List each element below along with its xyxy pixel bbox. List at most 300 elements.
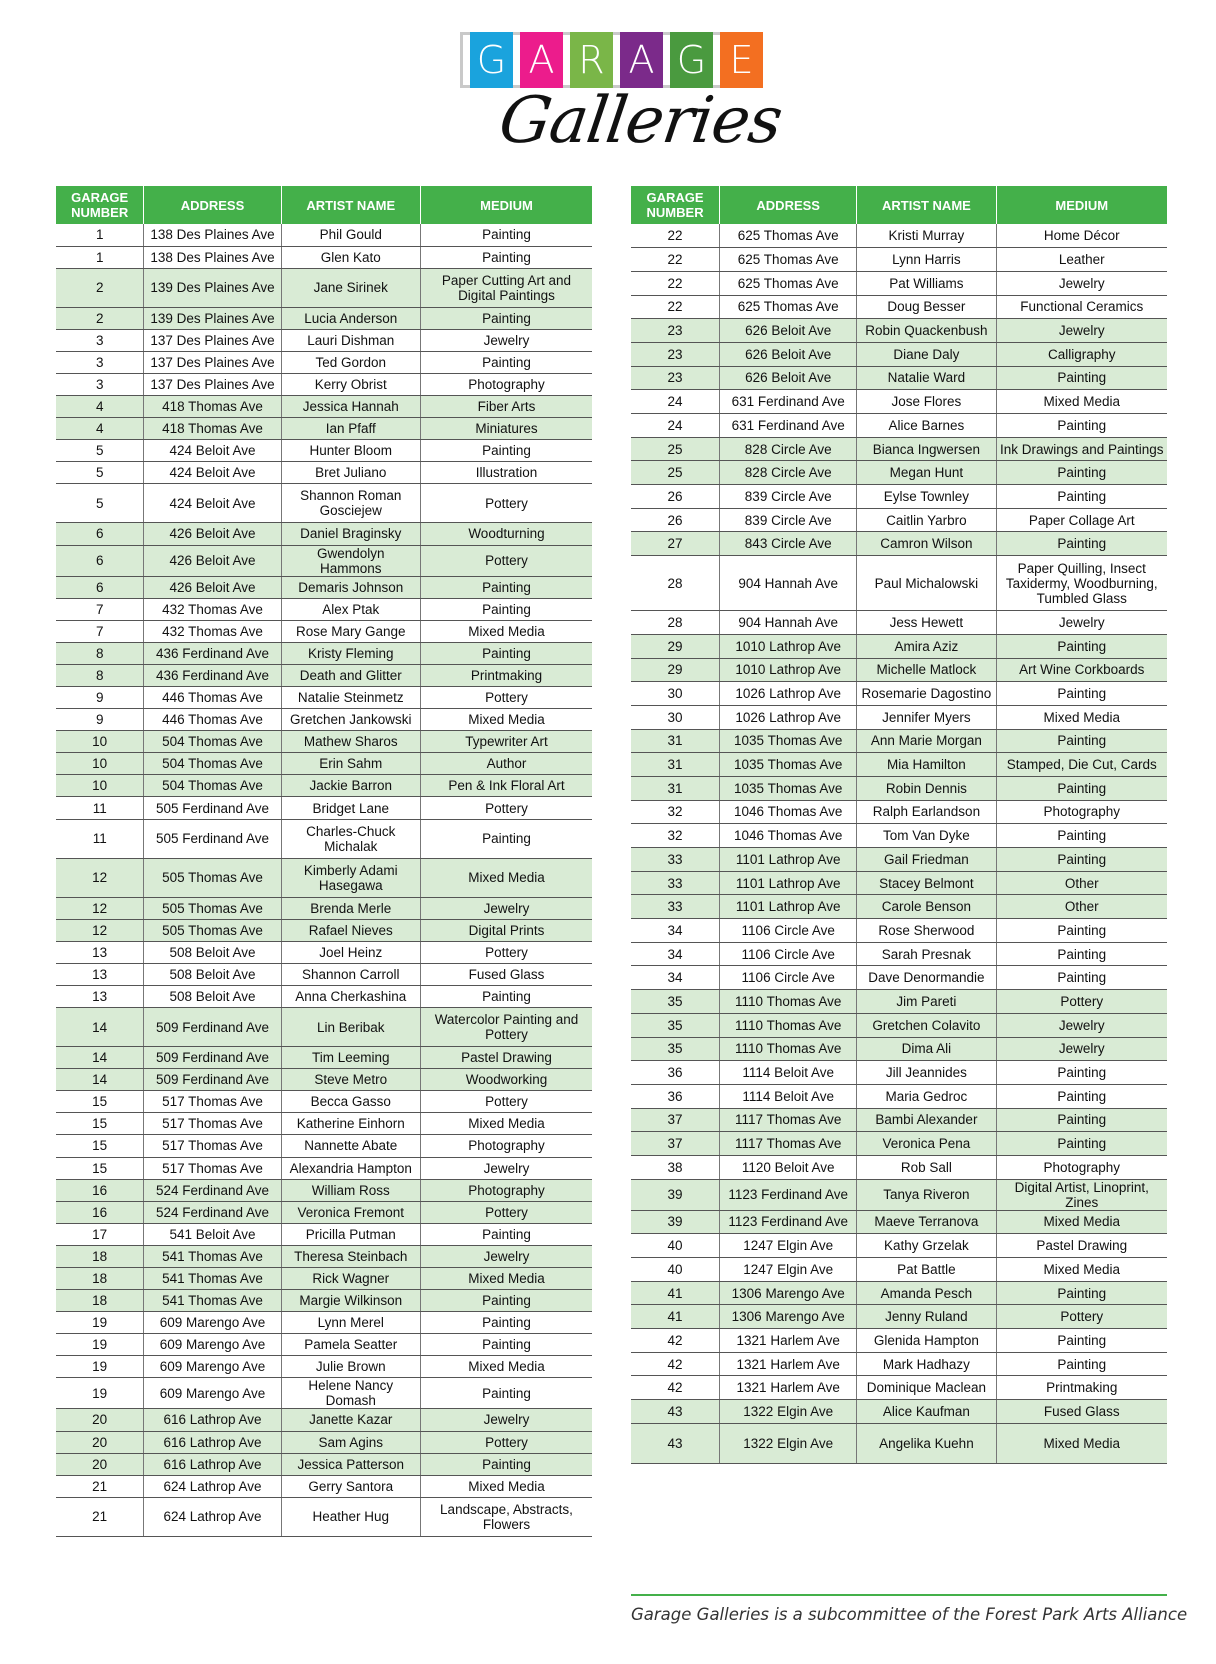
cell-medium: Painting bbox=[996, 1132, 1167, 1156]
cell-artist-name: Amanda Pesch bbox=[857, 1281, 996, 1305]
cell-garage-number: 28 bbox=[631, 556, 720, 611]
cell-garage-number: 30 bbox=[631, 705, 720, 729]
table-row bbox=[631, 1132, 1167, 1156]
cell-artist-name: Alexandria Hampton bbox=[281, 1157, 420, 1179]
cell-artist-name: Jessica Hannah bbox=[281, 396, 420, 418]
cell-artist-name: Jessica Patterson bbox=[281, 1453, 420, 1475]
cell-address: 1035 Thomas Ave bbox=[720, 776, 857, 800]
cell-garage-number: 6 bbox=[56, 576, 144, 598]
cell-artist-name: Brenda Merle bbox=[281, 897, 420, 919]
cell-garage-number: 14 bbox=[56, 1069, 144, 1091]
cell-garage-number: 38 bbox=[631, 1155, 720, 1179]
cell-garage-number: 11 bbox=[56, 819, 144, 858]
table-row bbox=[631, 1037, 1167, 1061]
cell-address: 609 Marengo Ave bbox=[144, 1356, 281, 1378]
cell-address: 1035 Thomas Ave bbox=[720, 753, 857, 777]
cell-artist-name: Tom Van Dyke bbox=[857, 824, 996, 848]
cell-artist-name: Amira Aziz bbox=[857, 634, 996, 658]
cell-address: 517 Thomas Ave bbox=[144, 1113, 281, 1135]
cell-garage-number: 42 bbox=[631, 1329, 720, 1353]
cell-artist-name: Carole Benson bbox=[857, 895, 996, 919]
cell-address: 904 Hannah Ave bbox=[720, 556, 857, 611]
cell-medium: Painting bbox=[996, 532, 1167, 556]
cell-medium: Painting bbox=[420, 440, 592, 462]
cell-address: 508 Beloit Ave bbox=[144, 941, 281, 963]
table-row bbox=[631, 485, 1167, 509]
cell-artist-name: Becca Gasso bbox=[281, 1091, 420, 1113]
table-row bbox=[56, 858, 592, 897]
cell-medium: Painting bbox=[420, 576, 592, 598]
cell-medium: Pastel Drawing bbox=[420, 1047, 592, 1069]
cell-address: 1035 Thomas Ave bbox=[720, 729, 857, 753]
cell-medium: Pottery bbox=[996, 1305, 1167, 1329]
cell-address: 1321 Harlem Ave bbox=[720, 1329, 857, 1353]
cell-medium: Painting bbox=[420, 351, 592, 373]
table-row bbox=[631, 966, 1167, 990]
cell-artist-name: Phil Gould bbox=[281, 224, 420, 246]
cell-medium: Watercolor Painting and Pottery bbox=[420, 1008, 592, 1047]
cell-medium: Jewelry bbox=[996, 1037, 1167, 1061]
cell-medium: Painting bbox=[996, 1329, 1167, 1353]
cell-address: 541 Beloit Ave bbox=[144, 1223, 281, 1245]
cell-medium: Paper Quilling, Insect Taxidermy, Woodburning, Tumbled Glass bbox=[996, 556, 1167, 611]
logo-letter-tile: A bbox=[520, 32, 563, 88]
cell-garage-number: 22 bbox=[631, 271, 720, 295]
table-row bbox=[56, 351, 592, 373]
table-row bbox=[56, 1378, 592, 1409]
cell-address: 616 Lathrop Ave bbox=[144, 1453, 281, 1475]
cell-artist-name: Lin Beribak bbox=[281, 1008, 420, 1047]
cell-artist-name: Jess Hewett bbox=[857, 611, 996, 635]
cell-medium: Pen & Ink Floral Art bbox=[420, 775, 592, 797]
table-body-right bbox=[631, 224, 1167, 1463]
cell-medium: Printmaking bbox=[420, 664, 592, 686]
cell-artist-name: Tim Leeming bbox=[281, 1047, 420, 1069]
cell-medium: Home Décor bbox=[996, 224, 1167, 248]
cell-address: 509 Ferdinand Ave bbox=[144, 1069, 281, 1091]
cell-address: 432 Thomas Ave bbox=[144, 620, 281, 642]
cell-artist-name: Anna Cherkashina bbox=[281, 985, 420, 1007]
table-row bbox=[56, 1267, 592, 1289]
footer-note: Garage Galleries is a subcommittee of the Forest Park Arts Alliance bbox=[631, 1605, 1188, 1624]
cell-artist-name: Theresa Steinbach bbox=[281, 1245, 420, 1267]
cell-address: 631 Ferdinand Ave bbox=[720, 414, 857, 438]
cell-address: 1101 Lathrop Ave bbox=[720, 848, 857, 872]
cell-address: 1123 Ferdinand Ave bbox=[720, 1179, 857, 1210]
cell-artist-name: Megan Hunt bbox=[857, 461, 996, 485]
cell-garage-number: 22 bbox=[631, 295, 720, 319]
cell-artist-name: Maeve Terranova bbox=[857, 1210, 996, 1234]
cell-garage-number: 29 bbox=[631, 634, 720, 658]
cell-medium: Other bbox=[996, 871, 1167, 895]
table-row bbox=[631, 919, 1167, 943]
artists-table-right bbox=[631, 186, 1167, 1464]
table-row bbox=[631, 556, 1167, 611]
cell-artist-name: Shannon Roman Gosciejew bbox=[281, 484, 420, 523]
cell-artist-name: Kimberly Adami Hasegawa bbox=[281, 858, 420, 897]
cell-medium: Painting bbox=[420, 1453, 592, 1475]
cell-artist-name: Hunter Bloom bbox=[281, 440, 420, 462]
cell-artist-name: Katherine Einhorn bbox=[281, 1113, 420, 1135]
cell-address: 631 Ferdinand Ave bbox=[720, 390, 857, 414]
cell-address: 609 Marengo Ave bbox=[144, 1334, 281, 1356]
cell-address: 1110 Thomas Ave bbox=[720, 1037, 857, 1061]
cell-medium: Woodturning bbox=[420, 523, 592, 545]
cell-garage-number: 19 bbox=[56, 1378, 144, 1409]
cell-artist-name: Kerry Obrist bbox=[281, 373, 420, 395]
table-row bbox=[631, 753, 1167, 777]
table-row bbox=[631, 1376, 1167, 1400]
cell-address: 436 Ferdinand Ave bbox=[144, 642, 281, 664]
cell-artist-name: Steve Metro bbox=[281, 1069, 420, 1091]
table-body-left bbox=[56, 224, 592, 1536]
cell-address: 504 Thomas Ave bbox=[144, 731, 281, 753]
table-row bbox=[56, 268, 592, 307]
cell-address: 505 Ferdinand Ave bbox=[144, 819, 281, 858]
table-row bbox=[56, 1431, 592, 1453]
cell-garage-number: 3 bbox=[56, 329, 144, 351]
cell-medium: Pottery bbox=[420, 687, 592, 709]
cell-address: 839 Circle Ave bbox=[720, 485, 857, 509]
cell-garage-number: 5 bbox=[56, 484, 144, 523]
cell-medium: Mixed Media bbox=[420, 620, 592, 642]
cell-medium: Paper Collage Art bbox=[996, 508, 1167, 532]
cell-medium: Mixed Media bbox=[996, 1423, 1167, 1463]
cell-artist-name: Pricilla Putman bbox=[281, 1223, 420, 1245]
header-garage-number: GARAGE NUMBER bbox=[631, 186, 720, 224]
table-row bbox=[631, 1400, 1167, 1424]
cell-address: 843 Circle Ave bbox=[720, 532, 857, 556]
cell-address: 828 Circle Ave bbox=[720, 437, 857, 461]
table-row bbox=[631, 682, 1167, 706]
table-row bbox=[56, 1290, 592, 1312]
table-row bbox=[56, 941, 592, 963]
cell-address: 625 Thomas Ave bbox=[720, 271, 857, 295]
cell-medium: Painting bbox=[996, 848, 1167, 872]
table-header-row bbox=[56, 186, 592, 224]
cell-medium: Pottery bbox=[420, 484, 592, 523]
cell-artist-name: Jim Pareti bbox=[857, 990, 996, 1014]
cell-medium: Painting bbox=[996, 414, 1167, 438]
cell-medium: Functional Ceramics bbox=[996, 295, 1167, 319]
logo-letter-tile: G bbox=[670, 32, 713, 88]
cell-garage-number: 34 bbox=[631, 919, 720, 943]
cell-address: 1123 Ferdinand Ave bbox=[720, 1210, 857, 1234]
cell-artist-name: Pat Battle bbox=[857, 1258, 996, 1282]
table-row bbox=[56, 545, 592, 576]
cell-artist-name: Glen Kato bbox=[281, 246, 420, 268]
table-row bbox=[56, 1453, 592, 1475]
cell-medium: Painting bbox=[996, 1061, 1167, 1085]
cell-address: 432 Thomas Ave bbox=[144, 598, 281, 620]
table-row bbox=[631, 942, 1167, 966]
table-row bbox=[56, 1179, 592, 1201]
cell-medium: Mixed Media bbox=[996, 705, 1167, 729]
cell-medium: Jewelry bbox=[420, 1245, 592, 1267]
table-row bbox=[56, 484, 592, 523]
table-row bbox=[631, 1423, 1167, 1463]
cell-garage-number: 19 bbox=[56, 1312, 144, 1334]
cell-medium: Pastel Drawing bbox=[996, 1234, 1167, 1258]
table-row bbox=[56, 1312, 592, 1334]
table-row bbox=[56, 1356, 592, 1378]
logo-letter-tile: E bbox=[720, 32, 763, 88]
table-row bbox=[631, 437, 1167, 461]
table-row bbox=[631, 634, 1167, 658]
cell-medium: Painting bbox=[420, 1223, 592, 1245]
cell-medium: Mixed Media bbox=[420, 709, 592, 731]
cell-medium: Jewelry bbox=[996, 1013, 1167, 1037]
cell-address: 616 Lathrop Ave bbox=[144, 1409, 281, 1431]
cell-address: 1110 Thomas Ave bbox=[720, 990, 857, 1014]
cell-artist-name: Jill Jeannides bbox=[857, 1061, 996, 1085]
cell-artist-name: Glenida Hampton bbox=[857, 1329, 996, 1353]
cell-address: 828 Circle Ave bbox=[720, 461, 857, 485]
cell-garage-number: 5 bbox=[56, 462, 144, 484]
cell-medium: Photography bbox=[996, 1155, 1167, 1179]
cell-garage-number: 41 bbox=[631, 1305, 720, 1329]
cell-address: 137 Des Plaines Ave bbox=[144, 351, 281, 373]
cell-address: 625 Thomas Ave bbox=[720, 248, 857, 272]
table-row bbox=[56, 1113, 592, 1135]
cell-medium: Ink Drawings and Paintings bbox=[996, 437, 1167, 461]
cell-address: 1321 Harlem Ave bbox=[720, 1376, 857, 1400]
cell-medium: Painting bbox=[996, 634, 1167, 658]
cell-artist-name: Stacey Belmont bbox=[857, 871, 996, 895]
table-row bbox=[631, 611, 1167, 635]
cell-address: 609 Marengo Ave bbox=[144, 1378, 281, 1409]
cell-medium: Painting bbox=[420, 307, 592, 329]
cell-garage-number: 4 bbox=[56, 396, 144, 418]
cell-artist-name: Margie Wilkinson bbox=[281, 1290, 420, 1312]
table-row bbox=[631, 1155, 1167, 1179]
cell-artist-name: Kristi Murray bbox=[857, 224, 996, 248]
cell-garage-number: 10 bbox=[56, 753, 144, 775]
cell-medium: Painting bbox=[996, 776, 1167, 800]
cell-medium: Painting bbox=[420, 598, 592, 620]
cell-artist-name: Rick Wagner bbox=[281, 1267, 420, 1289]
cell-medium: Jewelry bbox=[996, 611, 1167, 635]
cell-artist-name: Alex Ptak bbox=[281, 598, 420, 620]
cell-address: 505 Thomas Ave bbox=[144, 897, 281, 919]
garage-galleries-logo bbox=[460, 32, 787, 184]
cell-address: 1120 Beloit Ave bbox=[720, 1155, 857, 1179]
cell-artist-name: Lynn Merel bbox=[281, 1312, 420, 1334]
cell-garage-number: 27 bbox=[631, 532, 720, 556]
cell-garage-number: 42 bbox=[631, 1352, 720, 1376]
table-row bbox=[631, 729, 1167, 753]
cell-artist-name: Heather Hug bbox=[281, 1497, 420, 1536]
cell-garage-number: 2 bbox=[56, 307, 144, 329]
cell-artist-name: Eylse Townley bbox=[857, 485, 996, 509]
cell-medium: Illustration bbox=[420, 462, 592, 484]
cell-garage-number: 40 bbox=[631, 1234, 720, 1258]
cell-artist-name: Pamela Seatter bbox=[281, 1334, 420, 1356]
cell-garage-number: 10 bbox=[56, 775, 144, 797]
cell-garage-number: 25 bbox=[631, 437, 720, 461]
table-row bbox=[56, 1497, 592, 1536]
cell-address: 1010 Lathrop Ave bbox=[720, 634, 857, 658]
table-row bbox=[631, 1234, 1167, 1258]
cell-medium: Landscape, Abstracts, Flowers bbox=[420, 1497, 592, 1536]
cell-artist-name: Helene Nancy Domash bbox=[281, 1378, 420, 1409]
cell-artist-name: Janette Kazar bbox=[281, 1409, 420, 1431]
cell-artist-name: William Ross bbox=[281, 1179, 420, 1201]
cell-artist-name: Sam Agins bbox=[281, 1431, 420, 1453]
table-row bbox=[631, 390, 1167, 414]
cell-address: 1010 Lathrop Ave bbox=[720, 658, 857, 682]
cell-address: 1106 Circle Ave bbox=[720, 942, 857, 966]
cell-address: 446 Thomas Ave bbox=[144, 687, 281, 709]
table-row bbox=[56, 1135, 592, 1157]
cell-garage-number: 30 bbox=[631, 682, 720, 706]
cell-garage-number: 8 bbox=[56, 642, 144, 664]
cell-medium: Fused Glass bbox=[420, 963, 592, 985]
cell-medium: Painting bbox=[420, 246, 592, 268]
cell-medium: Painting bbox=[996, 1281, 1167, 1305]
cell-medium: Photography bbox=[420, 1179, 592, 1201]
cell-garage-number: 10 bbox=[56, 731, 144, 753]
cell-medium: Pottery bbox=[420, 1431, 592, 1453]
cell-medium: Painting bbox=[420, 1290, 592, 1312]
cell-garage-number: 32 bbox=[631, 800, 720, 824]
cell-artist-name: Dima Ali bbox=[857, 1037, 996, 1061]
cell-medium: Jewelry bbox=[420, 329, 592, 351]
cell-artist-name: Robin Dennis bbox=[857, 776, 996, 800]
table-row bbox=[56, 731, 592, 753]
cell-artist-name: Rob Sall bbox=[857, 1155, 996, 1179]
table-row bbox=[56, 797, 592, 819]
cell-artist-name: Jane Sirinek bbox=[281, 268, 420, 307]
table-row bbox=[631, 319, 1167, 343]
cell-medium: Digital Prints bbox=[420, 919, 592, 941]
table-row bbox=[631, 658, 1167, 682]
table-row bbox=[631, 776, 1167, 800]
table-row bbox=[56, 919, 592, 941]
cell-address: 424 Beloit Ave bbox=[144, 462, 281, 484]
cell-medium: Pottery bbox=[420, 545, 592, 576]
cell-artist-name: Mia Hamilton bbox=[857, 753, 996, 777]
cell-garage-number: 11 bbox=[56, 797, 144, 819]
table-row bbox=[56, 462, 592, 484]
cell-medium: Painting bbox=[996, 824, 1167, 848]
cell-garage-number: 39 bbox=[631, 1179, 720, 1210]
cell-medium: Painting bbox=[996, 1084, 1167, 1108]
cell-medium: Painting bbox=[996, 919, 1167, 943]
cell-garage-number: 15 bbox=[56, 1113, 144, 1135]
cell-garage-number: 43 bbox=[631, 1423, 720, 1463]
cell-artist-name: Rafael Nieves bbox=[281, 919, 420, 941]
cell-address: 137 Des Plaines Ave bbox=[144, 329, 281, 351]
cell-address: 138 Des Plaines Ave bbox=[144, 246, 281, 268]
cell-garage-number: 20 bbox=[56, 1431, 144, 1453]
cell-garage-number: 21 bbox=[56, 1497, 144, 1536]
cell-garage-number: 19 bbox=[56, 1334, 144, 1356]
cell-medium: Painting bbox=[420, 1312, 592, 1334]
cell-artist-name: Robin Quackenbush bbox=[857, 319, 996, 343]
cell-garage-number: 12 bbox=[56, 858, 144, 897]
cell-address: 1117 Thomas Ave bbox=[720, 1108, 857, 1132]
cell-artist-name: Paul Michalowski bbox=[857, 556, 996, 611]
table-row bbox=[56, 1091, 592, 1113]
cell-garage-number: 31 bbox=[631, 729, 720, 753]
cell-medium: Painting bbox=[996, 461, 1167, 485]
cell-medium: Woodworking bbox=[420, 1069, 592, 1091]
cell-garage-number: 7 bbox=[56, 598, 144, 620]
cell-garage-number: 34 bbox=[631, 942, 720, 966]
table-row bbox=[631, 1179, 1167, 1210]
cell-address: 524 Ferdinand Ave bbox=[144, 1179, 281, 1201]
table-row bbox=[631, 1210, 1167, 1234]
cell-address: 517 Thomas Ave bbox=[144, 1135, 281, 1157]
cell-address: 418 Thomas Ave bbox=[144, 418, 281, 440]
cell-address: 626 Beloit Ave bbox=[720, 319, 857, 343]
cell-artist-name: Veronica Fremont bbox=[281, 1201, 420, 1223]
cell-medium: Painting bbox=[996, 1352, 1167, 1376]
logo-script-text: Galleries bbox=[494, 84, 787, 158]
logo-letter-tile: G bbox=[470, 32, 513, 88]
cell-address: 1247 Elgin Ave bbox=[720, 1234, 857, 1258]
cell-medium: Digital Artist, Linoprint, Zines bbox=[996, 1179, 1167, 1210]
cell-garage-number: 24 bbox=[631, 414, 720, 438]
table-row bbox=[631, 295, 1167, 319]
cell-artist-name: Lucia Anderson bbox=[281, 307, 420, 329]
table-row bbox=[56, 1334, 592, 1356]
cell-artist-name: Gretchen Jankowski bbox=[281, 709, 420, 731]
cell-address: 1106 Circle Ave bbox=[720, 919, 857, 943]
cell-garage-number: 24 bbox=[631, 390, 720, 414]
cell-address: 1110 Thomas Ave bbox=[720, 1013, 857, 1037]
cell-artist-name: Daniel Braginsky bbox=[281, 523, 420, 545]
cell-garage-number: 15 bbox=[56, 1135, 144, 1157]
cell-address: 1114 Beloit Ave bbox=[720, 1084, 857, 1108]
cell-garage-number: 17 bbox=[56, 1223, 144, 1245]
table-row bbox=[631, 414, 1167, 438]
table-row bbox=[56, 819, 592, 858]
cell-artist-name: Maria Gedroc bbox=[857, 1084, 996, 1108]
cell-address: 616 Lathrop Ave bbox=[144, 1431, 281, 1453]
cell-garage-number: 19 bbox=[56, 1356, 144, 1378]
cell-address: 505 Thomas Ave bbox=[144, 919, 281, 941]
cell-garage-number: 15 bbox=[56, 1091, 144, 1113]
table-row bbox=[631, 1258, 1167, 1282]
cell-medium: Pottery bbox=[420, 1201, 592, 1223]
cell-garage-number: 31 bbox=[631, 776, 720, 800]
cell-address: 446 Thomas Ave bbox=[144, 709, 281, 731]
cell-medium: Calligraphy bbox=[996, 342, 1167, 366]
cell-medium: Pottery bbox=[420, 1091, 592, 1113]
cell-address: 138 Des Plaines Ave bbox=[144, 224, 281, 246]
cell-garage-number: 3 bbox=[56, 351, 144, 373]
header-address: ADDRESS bbox=[144, 186, 281, 224]
cell-garage-number: 18 bbox=[56, 1267, 144, 1289]
table-row bbox=[56, 963, 592, 985]
cell-medium: Mixed Media bbox=[420, 858, 592, 897]
cell-garage-number: 9 bbox=[56, 687, 144, 709]
cell-artist-name: Diane Daly bbox=[857, 342, 996, 366]
cell-address: 504 Thomas Ave bbox=[144, 775, 281, 797]
cell-artist-name: Dominique Maclean bbox=[857, 1376, 996, 1400]
cell-medium: Fused Glass bbox=[996, 1400, 1167, 1424]
cell-artist-name: Nannette Abate bbox=[281, 1135, 420, 1157]
cell-garage-number: 22 bbox=[631, 248, 720, 272]
cell-garage-number: 22 bbox=[631, 224, 720, 248]
table-row bbox=[56, 664, 592, 686]
cell-medium: Mixed Media bbox=[420, 1267, 592, 1289]
cell-medium: Painting bbox=[996, 682, 1167, 706]
cell-address: 1321 Harlem Ave bbox=[720, 1352, 857, 1376]
cell-garage-number: 26 bbox=[631, 485, 720, 509]
